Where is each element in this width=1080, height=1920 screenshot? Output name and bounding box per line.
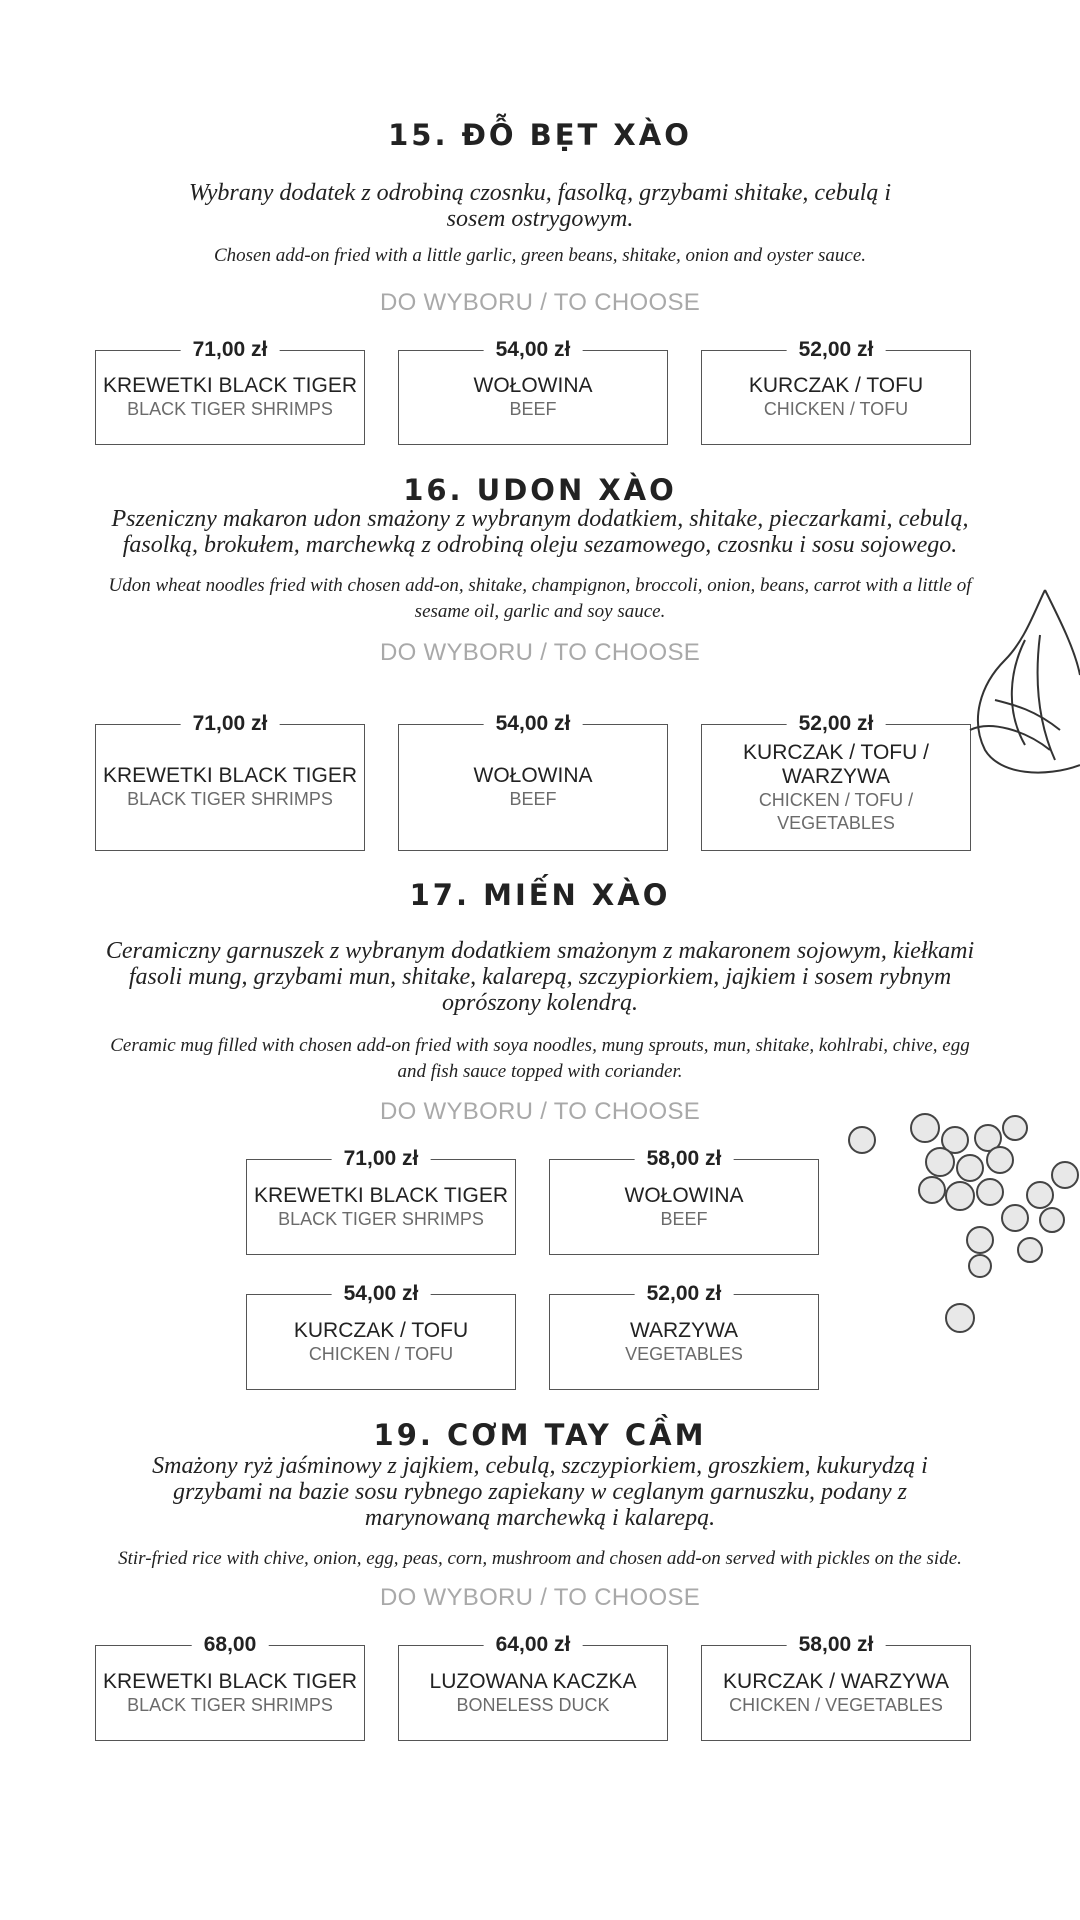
option-box [398, 338, 668, 445]
option-box [246, 1282, 516, 1390]
description-en: Stir-fried rice with chive, onion, egg, peas, corn, mushroom and chosen add-on served with pickles on the side. [118, 1548, 962, 1569]
option-name-pl: KURCZAK / WARZYWA [723, 1669, 949, 1693]
option-name-en: BLACK TIGER SHRIMPS [278, 1208, 484, 1229]
option-name-pl: KREWETKI BLACK TIGER [254, 1183, 508, 1207]
option-name-pl: KREWETKI BLACK TIGER [103, 1669, 357, 1693]
option-box [95, 1633, 365, 1741]
option-name-en: VEGETABLES [625, 1343, 743, 1364]
description-pl: Pszeniczny makaron udon smażony z wybranym dodatkiem, shitake, pieczarkami, cebulą, fasolką, brokułem, marchewką z odrobiną oleju sezamowego, czosnku i sosu sojowego. [111, 506, 969, 558]
option-price: 68,00 [192, 1632, 269, 1658]
section-title: 15. ĐỖ BẸT XÀO [388, 118, 692, 152]
description-pl: Ceramiczny garnuszek z wybranym dodatkiem smażonym z makaronem sojowym, kiełkami fasoli mung, grzybami mun, shitake, kalarepą, szczypiorkiem, jajkiem i sosem rybnym oprószony kolendrą. [105, 938, 975, 1016]
option-box [95, 338, 365, 445]
option-price: 64,00 zł [484, 1632, 583, 1658]
option-name-pl: KURCZAK / TOFU [293, 1318, 469, 1342]
option-price: 54,00 zł [484, 711, 583, 737]
garlic-illustration [965, 580, 1080, 780]
option-name-en: CHICKEN / VEGETABLES [729, 1694, 943, 1715]
option-name-pl: KURCZAK / TOFU / WARZYWA [743, 740, 929, 788]
choose-label: DO WYBORU / TO CHOOSE [379, 1098, 701, 1125]
option-name-pl: WOŁOWINA [473, 374, 593, 397]
section-title: 16. UDON XÀO [403, 473, 677, 507]
option-price: 54,00 zł [332, 1281, 431, 1307]
option-box [701, 338, 971, 445]
option-price: 58,00 zł [787, 1632, 886, 1658]
description-en: Ceramic mug filled with chosen add-on fried with soya noodles, mung sprouts, mun, shitake, kohlrabi, chive, egg and fish sauce topped with coriander. [110, 1035, 970, 1082]
option-name-pl: LUZOWANA KACZKA [429, 1669, 637, 1693]
option-name-pl: KREWETKI BLACK TIGER [103, 374, 357, 397]
option-price: 58,00 zł [635, 1146, 734, 1172]
option-box [701, 1633, 971, 1741]
option-price: 54,00 zł [484, 337, 583, 363]
option-price: 71,00 zł [181, 711, 280, 737]
choose-label: DO WYBORU / TO CHOOSE [379, 1584, 701, 1611]
description-en: Udon wheat noodles fried with chosen add-on, shitake, champignon, broccoli, onion, beans, carrot with a little of sesame oil, garlic and soy sauce. [108, 575, 972, 622]
description-en: Chosen add-on fried with a little garlic, green beans, shitake, onion and oyster sauce. [213, 245, 867, 266]
peppercorns-illustration [840, 1100, 1080, 1400]
option-name-en: CHICKEN / TOFU [308, 1343, 454, 1364]
option-name-en: BONELESS DUCK [456, 1694, 610, 1715]
option-box [549, 1147, 819, 1255]
choose-label: DO WYBORU / TO CHOOSE [379, 639, 701, 666]
option-name-pl: WARZYWA [629, 1318, 739, 1342]
option-box [701, 712, 971, 851]
option-name-en: CHICKEN / TOFU / VEGETABLES [758, 789, 914, 833]
option-name-en: BEEF [660, 1208, 708, 1229]
option-name-pl: KURCZAK / TOFU [748, 374, 924, 397]
option-box [398, 712, 668, 851]
option-name-pl: WOŁOWINA [624, 1183, 744, 1207]
option-price: 52,00 zł [635, 1281, 734, 1307]
option-name-en: BEEF [509, 399, 557, 419]
option-name-en: BLACK TIGER SHRIMPS [127, 1694, 333, 1715]
option-name-pl: KREWETKI BLACK TIGER [103, 764, 357, 787]
option-box [398, 1633, 668, 1741]
section-title: 17. MIẾN XÀO [409, 878, 671, 912]
option-price: 71,00 zł [332, 1146, 431, 1172]
option-name-en: CHICKEN / TOFU [763, 399, 909, 419]
option-box [95, 712, 365, 851]
description-pl: Wybrany dodatek z odrobiną czosnku, fasolką, grzybami shitake, cebulą i sosem ostrygowym. [188, 180, 892, 232]
section-title: 19. CƠM TAY CẦM [373, 1418, 707, 1452]
option-box [246, 1147, 516, 1255]
option-name-pl: WOŁOWINA [473, 764, 593, 787]
option-name-en: BLACK TIGER SHRIMPS [127, 399, 333, 419]
description-pl: Smażony ryż jaśminowy z jajkiem, cebulą, szczypiorkiem, groszkiem, kukurydzą i grzybami na bazie sosu rybnego zapiekany w ceglanym garnuszku, podany z marynowaną marchewką i kalarepą. [152, 1453, 928, 1531]
option-price: 52,00 zł [787, 337, 886, 363]
option-name-en: BEEF [509, 789, 557, 809]
option-box [549, 1282, 819, 1390]
option-name-en: BLACK TIGER SHRIMPS [127, 789, 333, 809]
choose-label: DO WYBORU / TO CHOOSE [379, 289, 701, 316]
option-price: 71,00 zł [181, 337, 280, 363]
option-price: 52,00 zł [787, 711, 886, 737]
